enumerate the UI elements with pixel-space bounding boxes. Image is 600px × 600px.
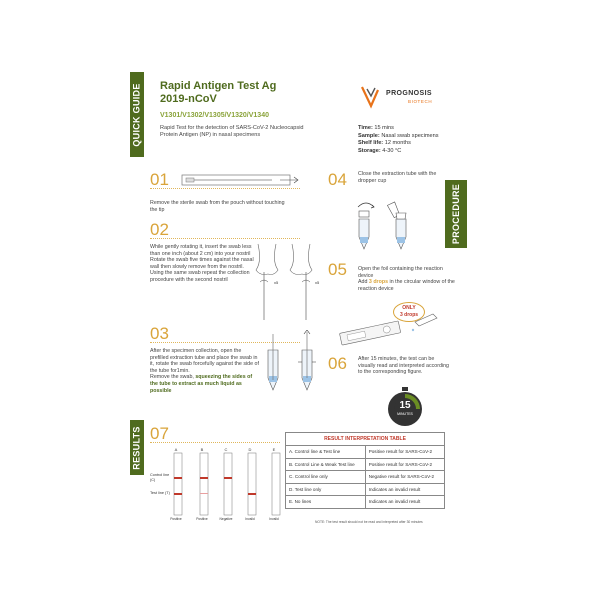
rotation-label-left: x5 bbox=[274, 280, 279, 285]
strip-letter-c: C bbox=[224, 447, 228, 452]
tube-cap-illustration bbox=[350, 197, 430, 260]
strip-caption-c: Negative bbox=[219, 517, 233, 521]
title-line2: 2019-nCoV bbox=[160, 93, 217, 105]
brand-sub: BIOTECH bbox=[408, 99, 433, 104]
quick-guide-page bbox=[130, 72, 470, 532]
brand-mark-icon bbox=[358, 84, 384, 110]
step-04-text: Close the extraction tube with the dropper cup bbox=[358, 171, 437, 184]
spec-sample: Sample: Nasal swab specimens bbox=[358, 132, 439, 139]
table-row: C. Control line only Negative result for SARS-CoV-2 bbox=[286, 471, 445, 484]
strip-caption-d: Invalid bbox=[245, 517, 255, 521]
step-05-text: Open the foil containing the reaction device Add 3 drops in the circular window of the reaction device bbox=[358, 266, 455, 292]
spec-shelf-life: Shelf life: 12 months bbox=[358, 140, 411, 146]
title-line1: Rapid Antigen Test Ag bbox=[160, 80, 277, 92]
table-note: NOTE: The test result should not be read and interpreted after 30 minutes bbox=[315, 520, 423, 524]
spec-time: Time: 15 mins bbox=[358, 125, 394, 131]
strips-graphic bbox=[172, 447, 282, 527]
brand-name: PROGNOSIS bbox=[386, 90, 432, 97]
only-3-drops-badge: ONLY 3 drops bbox=[393, 302, 425, 322]
extraction-tube-illustration bbox=[260, 330, 330, 405]
strip-letter-d: D bbox=[248, 447, 252, 452]
swab-pouch-illustration bbox=[180, 170, 300, 195]
step-06-number: 06 bbox=[328, 354, 347, 373]
table-row: B. Control Line & Weak Test line Positive result for SARS-CoV-2 bbox=[286, 458, 445, 471]
brand-logo bbox=[358, 84, 468, 112]
timer-unit: MINUTES bbox=[397, 412, 413, 416]
control-line-label: Control line (C) bbox=[150, 473, 170, 482]
step-05-number: 05 bbox=[328, 260, 347, 279]
product-description: Rapid Test for the detection of SARS-CoV-2 Nucleocapsid Protein Antigen (NP) in nasal specimens bbox=[160, 125, 304, 138]
strip-letter-b: B bbox=[200, 447, 204, 452]
strip-caption-e: Invalid bbox=[269, 517, 279, 521]
step-02-text: While gently rotating it, insert the swab less than one inch (about 2 cm) into your nostril Rotate the swab five times against the nasal wall then slowly remove from the nostril. Using the same swab repeat the collection procedure with the second nostril bbox=[150, 244, 254, 283]
specs-list bbox=[358, 125, 439, 155]
timer-value: 15 bbox=[399, 400, 411, 411]
timer-icon bbox=[385, 387, 425, 427]
step-07-number: 07 bbox=[150, 424, 169, 443]
result-interpretation-table bbox=[285, 432, 445, 509]
step-04-number: 04 bbox=[328, 170, 347, 189]
quick-guide-tab: QUICK GUIDE bbox=[130, 72, 144, 157]
product-codes: V1301/V1302/V1305/V1320/V1340 bbox=[160, 112, 269, 119]
table-row: D. Test line only Indicates an invalid result bbox=[286, 483, 445, 496]
table-title: RESULT INTERPRETATION TABLE bbox=[286, 433, 445, 446]
step-03-number: 03 bbox=[150, 324, 169, 343]
step-divider bbox=[150, 442, 280, 443]
test-line-label: Test line (T) bbox=[150, 491, 170, 495]
table-row: E. No lines Indicates an invalid result bbox=[286, 496, 445, 509]
step-divider bbox=[150, 238, 300, 239]
reaction-device-illustration bbox=[335, 312, 445, 357]
spec-storage: Storage: 4-30 °C bbox=[358, 147, 402, 154]
nostril-swab-illustration bbox=[250, 242, 322, 327]
strip-letter-e: E bbox=[272, 447, 276, 452]
table-row: A. Control line & Test line Positive result for SARS-CoV-2 bbox=[286, 446, 445, 459]
strip-caption-a: Positive bbox=[170, 517, 182, 521]
step-06-text: After 15 minutes, the test can be visually read and interpreted according to the corresponding figure. bbox=[358, 356, 449, 376]
step-03-text: After the specimen collection, open the prefilled extraction tube and place the swab in it, rotate the swab forcefully against the side of the tube for1min. Remove the swab, squeezing the sides of the tube to extract as much liquid as possible bbox=[150, 348, 259, 394]
step-01-number: 01 bbox=[150, 170, 169, 189]
test-strips bbox=[150, 447, 285, 527]
rotation-label-right: x5 bbox=[315, 280, 320, 285]
procedure-tab: PROCEDURE bbox=[445, 180, 467, 248]
results-tab: RESULTS bbox=[130, 420, 144, 475]
step-02-number: 02 bbox=[150, 220, 169, 239]
strip-caption-b: Positive bbox=[196, 517, 208, 521]
strip-letter-a: A bbox=[174, 447, 178, 452]
step-01-text: Remove the sterile swab from the pouch without touching the tip bbox=[150, 200, 285, 213]
